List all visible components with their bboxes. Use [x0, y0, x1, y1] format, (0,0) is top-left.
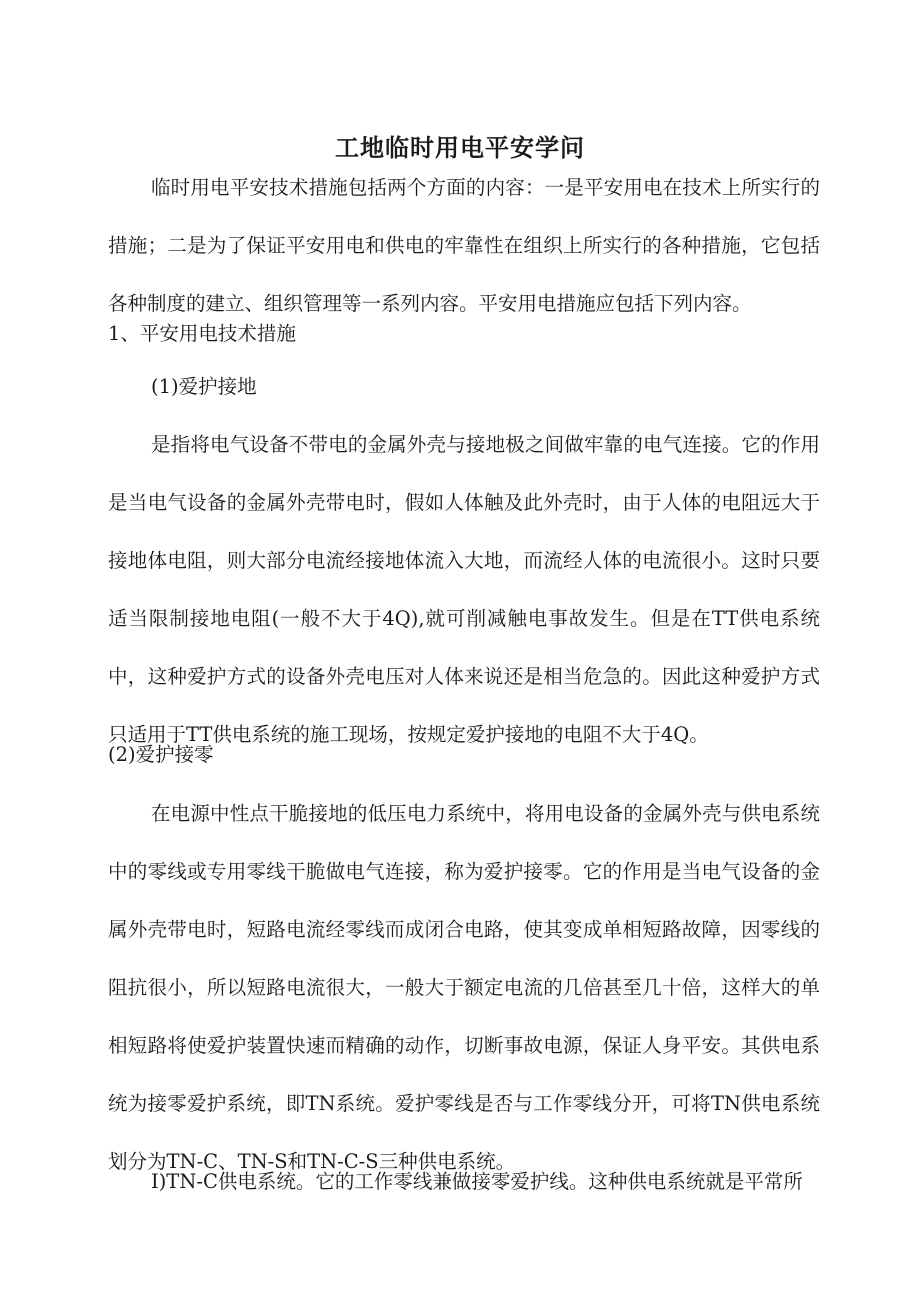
subheading-protective-grounding: (1)爱护接地	[151, 375, 257, 398]
document-title: 工地临时用电平安学问	[335, 133, 585, 163]
protective-neutral-paragraph: 在电源中性点干脆接地的低压电力系统中，将用电设备的金属外壳与供电系统中的零线或专用零线干脆做电气连接，称为爱护接零。它的作用是当电气设备的金属外壳带电时，短路电流经零线而成闭合电路，使其变成单相短路故障，因零线的阻抗很小，所以短路电流很大，一般大于额定电流的几倍甚至几十倍，这样大的单相短路将使爱护装置快速而精确的动作，切断事故电源，保证人身平安。其供电系统为接零爱护系统，即TN系统。爱护零线是否与工作零线分开，可将TN供电系统划分为TN-C、TN-S和TN-C-S三种供电系统。	[108, 802, 820, 1173]
subheading-protective-neutral: (2)爱护接零	[108, 743, 214, 766]
tn-c-system-paragraph: I)TN-C供电系统。它的工作零线兼做接零爱护线。这种供电系统就是平常所	[151, 1170, 803, 1193]
intro-paragraph: 临时用电平安技术措施包括两个方面的内容：一是平安用电在技术上所实行的措施；二是为了保证平安用电和供电的牢靠性在组织上所实行的各种措施，它包括各种制度的建立、组织管理等一系列内容。平安用电措施应包括下列内容。	[108, 176, 820, 315]
protective-grounding-paragraph: 是指将电气设备不带电的金属外壳与接地极之间做牢靠的电气连接。它的作用是当电气设备的金属外壳带电时，假如人体触及此外壳时，由于人体的电阻远大于接地体电阻，则大部分电流经接地体流入大地，而流经人体的电流很小。这时只要适当限制接地电阻(一般不大于4Q),就可削减触电事故发生。但是在TT供电系统中，这种爱护方式的设备外壳电压对人体来说还是相当危急的。因此这种爱护方式只适用于TT供电系统的施工现场，按规定爱护接地的电阻不大于4Q。	[108, 433, 820, 746]
section-heading-safety-tech: 1、平安用电技术措施	[108, 322, 296, 345]
